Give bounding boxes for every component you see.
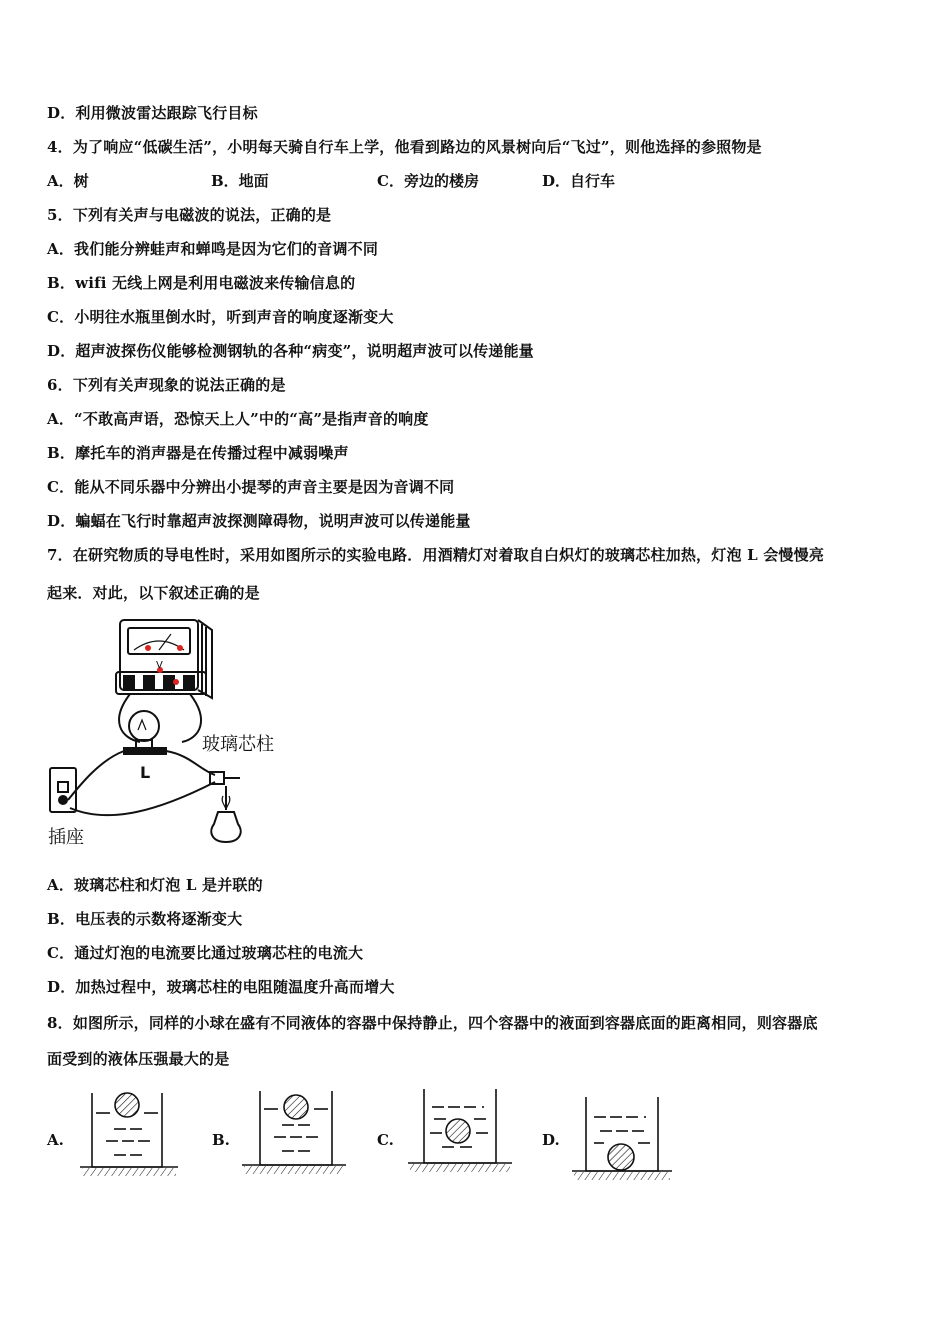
q7-circuit-figure — [40, 610, 310, 855]
q5-option-a: A．我们能分辨蛙声和蝉鸣是因为它们的音调不同 — [47, 240, 379, 258]
container-d — [572, 1097, 672, 1180]
q8-stem-line2: 面受到的液体压强最大的是 — [47, 1050, 230, 1068]
socket-label: 插座 — [48, 827, 84, 848]
q5-option-b: B．wifi 无线上网是利用电磁波来传输信息的 — [47, 274, 356, 292]
container-b — [242, 1091, 346, 1174]
container-a — [80, 1093, 178, 1176]
q7-option-c: C．通过灯泡的电流要比通过玻璃芯柱的电流大 — [47, 944, 364, 962]
q3-option-d: D．利用微波雷达跟踪飞行目标 — [47, 104, 258, 122]
container-c — [408, 1089, 512, 1172]
q4-options — [47, 170, 847, 190]
q6-option-a: A．“不敢高声语，恐惊天上人”中的“高”是指声音的响度 — [47, 410, 429, 428]
q8-stem-line1: 8．如图所示，同样的小球在盛有不同液体的容器中保持静止，四个容器中的液面到容器底面的距离相同，则容器底 — [47, 1014, 818, 1032]
ball-a — [115, 1093, 139, 1117]
q7-option-b: B．电压表的示数将逐渐变大 — [47, 910, 243, 928]
q8-label-c: C. — [377, 1131, 394, 1149]
q7-stem-line2: 起来．对此，以下叙述正确的是 — [47, 584, 260, 602]
q8-label-a: A. — [47, 1131, 64, 1149]
q5-option-d: D．超声波探伤仪能够检测钢轨的各种“病变”，说明超声波可以传递能量 — [47, 342, 534, 360]
q6-option-b: B．摩托车的消声器是在传播过程中减弱噪声 — [47, 444, 349, 462]
q7-option-d: D．加热过程中，玻璃芯柱的电阻随温度升高而增大 — [47, 978, 395, 996]
wire — [70, 782, 215, 815]
q7-option-a: A．玻璃芯柱和灯泡 L 是并联的 — [47, 876, 263, 894]
q4-option-d: D．自行车 — [542, 172, 616, 190]
q4-option-b: B．地面 — [211, 172, 269, 190]
q8-label-d: D. — [542, 1131, 560, 1149]
q4-option-c: C．旁边的楼房 — [377, 172, 479, 190]
q4-option-a: A．树 — [47, 172, 89, 190]
meter-unit-label: V — [156, 660, 163, 671]
socket — [50, 768, 76, 812]
q8-containers-figure — [70, 1085, 680, 1185]
q6-option-c: C．能从不同乐器中分辨出小提琴的声音主要是因为音调不同 — [47, 478, 455, 496]
q5-option-c: C．小明往水瓶里倒水时，听到声音的响度逐渐变大 — [47, 308, 394, 326]
q4-stem: 4．为了响应“低碳生活”，小明每天骑自行车上学，他看到路边的风景树向后“飞过”，则他选择的参照物是 — [47, 138, 762, 156]
q5-stem: 5．下列有关声与电磁波的说法，正确的是 — [47, 206, 332, 224]
q6-stem: 6．下列有关声现象的说法正确的是 — [47, 376, 286, 394]
ball-b — [284, 1095, 308, 1119]
glass-core-label: 玻璃芯柱 — [202, 734, 274, 755]
alcohol-lamp — [211, 812, 240, 842]
q7-stem-line1: 7．在研究物质的导电性时，采用如图所示的实验电路．用酒精灯对着取自白炽灯的玻璃芯柱加热，灯泡 L 会慢慢亮 — [47, 546, 825, 564]
lamp-label: L — [140, 763, 151, 782]
q8-label-b: B. — [212, 1131, 230, 1149]
q6-option-d: D．蝙蝠在飞行时靠超声波探测障碍物，说明声波可以传递能量 — [47, 512, 471, 530]
ball-d — [608, 1144, 634, 1170]
ball-c — [446, 1119, 470, 1143]
